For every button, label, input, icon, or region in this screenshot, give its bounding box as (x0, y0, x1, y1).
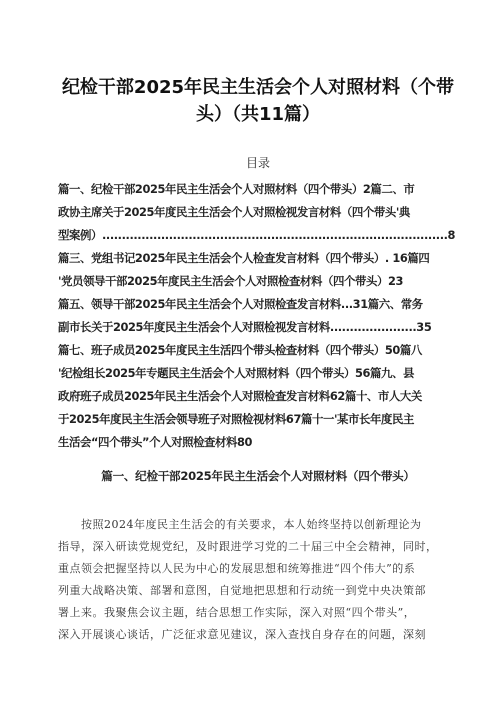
toc-line: 篇一、纪检干部2025年民主生活会个人对照材料（四个带头）2篇二、市 (58, 182, 415, 196)
toc-line: 政府班子成员2025年民主生活会个人对照检查发言材料62篇十、市人大关 (58, 389, 422, 403)
toc-line: 篇五、领导干部2025年民主生活会个人对照检查发言材料...31篇六、常务 (58, 297, 423, 311)
body-paragraph (58, 514, 458, 646)
toc-line: 生活会“四个带头”个人对照检查材料80 (58, 435, 253, 449)
toc-line: '党员领导干部2025年度民主生活会个人对照检查材料（四个带头）23 (58, 274, 403, 288)
table-of-contents (58, 178, 458, 454)
body-line: 重点领会把握坚持以人民为中心的发展思想和统筹推进“四个伟大”的系 (58, 562, 416, 575)
document-title-line-1: 纪检干部2025年民主生活会个人对照材料（个带 (61, 77, 455, 98)
body-line: 深入开展谈心谈话，广泛征求意见建议，深入查找自身存在的问题，深刻 (58, 628, 426, 641)
toc-line: 于2025年度民主生活会领导班子对照检视材料67篇十一'某市长年度民主 (58, 412, 414, 426)
body-line: 列重大战略决策、部署和意图，自觉地把思想和行动统一到党中央决策部 (58, 584, 426, 597)
document-title-line-2: 头）（共11篇） (195, 104, 321, 125)
toc-line: 篇三、党组书记2025年民主生活会个人检查发言材料（四个带头）. 16篇四 (58, 251, 430, 265)
document-title (58, 0, 458, 128)
toc-heading: 目录 (245, 156, 270, 170)
body-line: 署上来。我聚焦会议主题，结合思想工作实际，深入对照“四个带头”， (58, 606, 416, 619)
toc-line: 副市长关于2025年度民主生活会个人对照检视发言材料......................35 (58, 320, 432, 334)
body-line: 指导，深入研读党规党纪，及时跟进学习党的二十届三中全会精神，同时， (58, 540, 438, 553)
section-title: 篇一、纪检干部2025年民主生活会个人对照材料（四个带头） (101, 469, 415, 483)
toc-line: 型案例）........................................................................................8 (58, 228, 456, 242)
body-line: 按照2024年度民主生活会的有关要求，本人始终坚持以创新理论为 (58, 518, 422, 531)
toc-line: '纪检组长2025年专题民主生活会个人对照材料（四个带头）56篇九、县 (58, 366, 414, 380)
toc-line: 政协主席关于2025年度民主生活会个人对照检视发言材料（四个带头'典 (58, 205, 410, 219)
toc-line: 篇七、班子成员2025年度民主生活四个带头检查材料（四个带头）50篇八 (58, 343, 422, 357)
